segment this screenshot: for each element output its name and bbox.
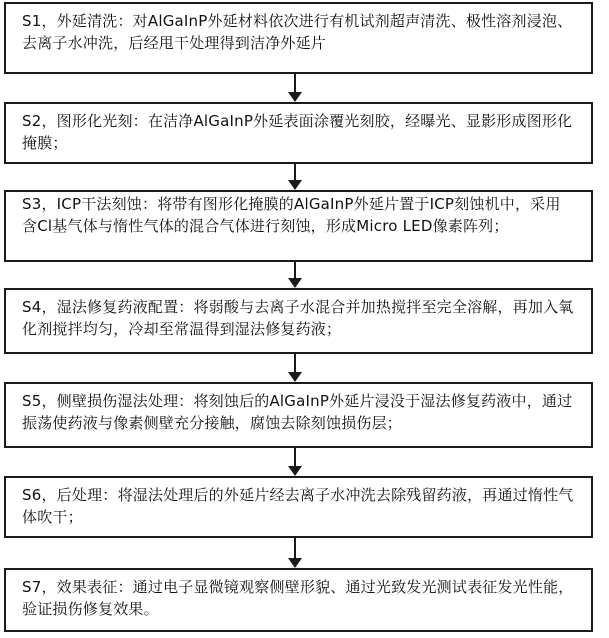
step-text-s6: S6，后处理：将湿法处理后的外延片经去离子水冲洗去除残留药液，再通过惰性气体吹干；: [22, 486, 574, 526]
step-box-s2: [4, 102, 593, 164]
step-box-s5: [4, 382, 593, 448]
arrow-s6-s7: [285, 538, 305, 568]
step-text-s1: S1，外延清洗：对AlGaInP外延材料依次进行有机试剂超声清洗、极性溶剂浸泡、去离子水冲洗，后经甩干处理得到洁净外延片: [22, 12, 573, 52]
arrow-s2-s3: [285, 164, 305, 190]
step-text-s7: S7，效果表征：通过电子显微镜观察侧壁形貌、通过光致发光测试表征发光性能，验证损伤修复效果。: [22, 578, 574, 618]
step-box-s3: [4, 190, 593, 262]
step-text-s4: S4，湿法修复药液配置：将弱酸与去离子水混合并加热搅拌至完全溶解，再加入氧化剂搅拌均匀，冷却至常温得到湿法修复药液；: [22, 298, 574, 338]
step-text-s5: S5，侧壁损伤湿法处理：将刻蚀后的AlGaInP外延片浸没于湿法修复药液中，通过振荡使药液与像素侧壁充分接触，腐蚀去除刻蚀损伤层；: [22, 392, 573, 432]
arrow-s4-s5: [285, 354, 305, 382]
arrow-s5-s6: [285, 448, 305, 476]
arrow-s1-s2: [285, 74, 305, 102]
arrow-s3-s4: [285, 262, 305, 288]
step-box-s6: [4, 476, 593, 538]
step-box-s4: [4, 288, 593, 354]
step-box-s7: [4, 568, 593, 632]
step-text-s2: S2，图形化光刻：在洁净AlGaInP外延表面涂覆光刻胶，经曝光、显影形成图形化掩膜；: [22, 112, 573, 152]
step-box-s1: [4, 2, 593, 74]
step-text-s3: S3，ICP干法刻蚀：将带有图形化掩膜的AlGaInP外延片置于ICP刻蚀机中，采用含Cl基气体与惰性气体的混合气体进行刻蚀，形成Micro LED像素阵列；: [22, 195, 561, 235]
